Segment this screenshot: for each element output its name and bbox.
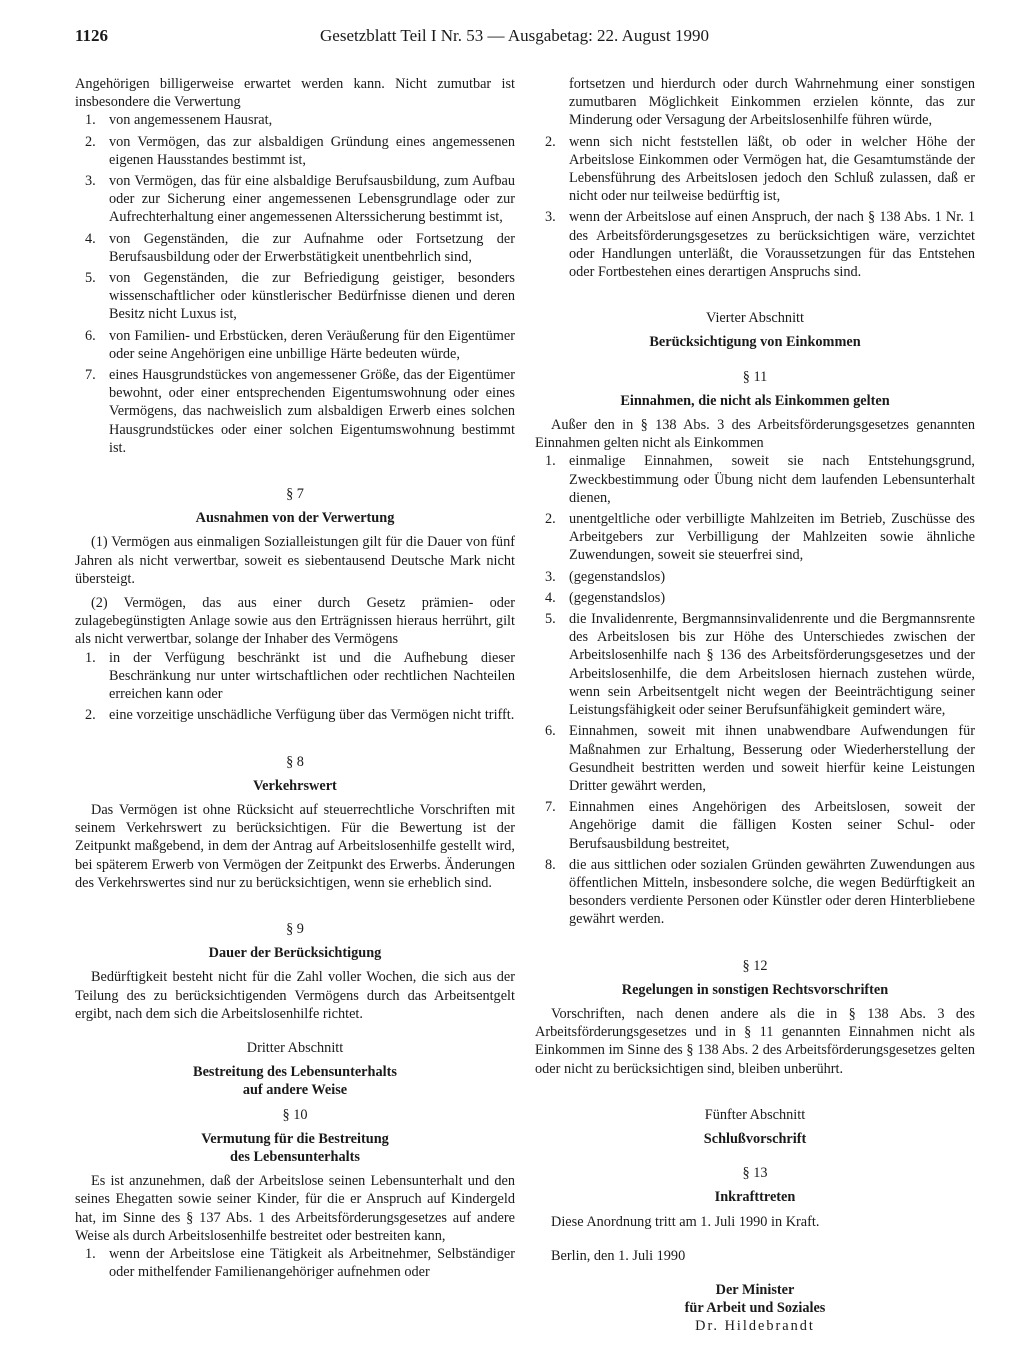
signature-title-line-2: für Arbeit und Soziales [684, 1300, 826, 1317]
list-item-text: wenn der Arbeitslose eine Tätigkeit als Arbeitnehmer, Selbständiger oder mithelfender Familienangehöriger aufnehmen oder [109, 1245, 515, 1281]
list-item-number: 1. [545, 453, 556, 470]
list-item-number: 7. [85, 367, 96, 384]
part-4-label: Vierter Abschnitt [705, 310, 804, 327]
list-item-number: 2. [545, 133, 556, 150]
list-item [535, 589, 975, 607]
list-item-number: 6. [545, 723, 556, 740]
section-9-title: Dauer der Berücksichtigung [208, 945, 382, 962]
list-item-number: 2. [85, 707, 96, 724]
section-7-number: § 7 [286, 486, 304, 503]
part-3-title-line-2: auf andere Weise [242, 1082, 348, 1099]
right-column [535, 75, 975, 1336]
part-3-title-line-1: Bestreitung des Lebensunterhalts [193, 1064, 397, 1081]
list-item-number: 5. [85, 270, 96, 287]
section-12-number: § 12 [742, 957, 768, 974]
place-and-date: Berlin, den 1. Juli 1990 [551, 1247, 686, 1264]
section-13-title: Inkrafttreten [714, 1189, 796, 1206]
list-item-number: 3. [85, 173, 96, 190]
list-item-text: wenn sich nicht feststellen läßt, ob oder in welcher Höhe der Arbeitslose Einkommen oder Vermögen hat, die Gesamtumstände der Lebensführung des Arbeitslosen jedoch den Schluß zulassen, daß er nicht oder nur teilweise bedürftig ist, [569, 133, 975, 205]
signature-title-line-1: Der Minister [715, 1281, 795, 1298]
list-item-text: die aus sittlichen oder sozialen Gründen gewährten Zuwendungen aus öffentlichen Mitteln, insbesondere solche, die wegen Bedürftigkeit an besonders verdiente Personen oder Künstler oder deren Hinterbliebene gewährt werden. [569, 856, 975, 928]
section-13-number: § 13 [742, 1165, 768, 1182]
list-item [535, 610, 975, 719]
list-item-number: 3. [545, 568, 556, 585]
list-item-number: 4. [85, 230, 96, 247]
list-item-text: Einnahmen, soweit mit ihnen unabwendbare Aufwendungen für Maßnahmen zur Erhaltung, Besserung oder Wiederherstellung der Gesundheit bestritten werden und soweit hierfür keine Leistungen Dritter gewährt werden, [569, 723, 975, 794]
section-7-paragraph-1: (1) Vermögen aus einmaligen Sozialleistungen gilt für die Dauer von fünf Jahren als nicht verwertbar, soweit es siebentausend Deutsche Mark nicht übersteigt. [75, 534, 515, 587]
list-item-text: von Gegenständen, die zur Aufnahme oder Fortsetzung der Berufsausbildung oder der Erwerbstätigkeit unentbehrlich sind, [109, 230, 515, 265]
page-header [75, 26, 975, 50]
list-item-text: unentgeltliche oder verbilligte Mahlzeiten im Betrieb, Zuschüsse des Arbeitgebers zur Verbilligung der Mahlzeiten sowie ähnliche Zuwendungen, soweit sie steuerfrei sind, [569, 511, 975, 564]
list-item-text: von angemessenem Hausrat, [109, 112, 273, 129]
list-item-text: Einnahmen eines Angehörigen des Arbeitslosen, soweit der Angehörige damit die fälligen Kosten seiner Schul- oder Berufsausbildung bestreitet, [569, 799, 975, 852]
part-5-title: Schlußvorschrift [703, 1130, 807, 1147]
list-item-number: 3. [545, 209, 556, 226]
list-item-number: 1. [85, 649, 96, 666]
list-item-text: von Familien- und Erbstücken, deren Veräußerung für den Eigentümer oder seine Angehörigen eine unbillige Härte bedeuten würde, [109, 327, 515, 362]
section-10-title-line-2: des Lebensunterhalts [230, 1148, 360, 1165]
header-title: Gesetzblatt Teil I Nr. 53 — Ausgabetag: 22. August 1990 [320, 26, 709, 45]
list-item [535, 133, 975, 206]
list-item-text: von Vermögen, das zur alsbaldigen Gründung eines angemessenen eigenen Hausstandes bestimmt ist, [109, 133, 515, 168]
section-10-paragraph: Es ist anzunehmen, daß der Arbeitslose seinen Lebensunterhalt und den seines Ehegatten sowie seiner Kinder, für die er Anspruch auf Kindergeld hat, im Sinne des § 137 Abs. 1 des Arbeitsförderungsgesetzes auf andere Weise als durch Arbeitslosenhilfe bestreitet oder bestreiten kann, [75, 1173, 515, 1244]
list-item-number: 8. [545, 856, 556, 873]
list-item-text: in der Verfügung beschränkt ist und die Aufhebung dieser Beschränkung nur unter wirtschaftlichen oder rechtlichen Nachteilen erreichen kann oder [109, 649, 515, 703]
part-5-label: Fünfter Abschnitt [704, 1106, 806, 1123]
continued-list-item-text: fortsetzen und hierdurch oder durch Wahrnehmung einer sonstigen zumutbaren Möglichkeit Einkommen erzielen könnte, das zur Minderung oder Versagung der Arbeitslosenhilfe führen würde, [569, 76, 975, 129]
list-item [75, 111, 515, 129]
intro-paragraph: Angehörigen billigerweise erwartet werden kann. Nicht zumutbar ist insbesondere die Verwertung [75, 76, 515, 111]
signature-block [535, 1281, 975, 1336]
section-7-title: Ausnahmen von der Verwertung [195, 510, 395, 527]
section-8-title: Verkehrswert [253, 777, 337, 794]
list-item-text: von Gegenständen, die zur Befriedigung geistiger, besonders wissenschaftlicher oder künstlerischer Bedürfnisse dienen und deren Besitz nicht Luxus ist, [109, 270, 515, 323]
list-item-text: die Invalidenrente, Bergmannsinvalidenrente und die Bergmannsrente des Arbeitslosen bis zur Höhe des Unterschiedes zwischen der Arbeitslosenhilfe nach § 136 des Arbeitsförderungsgesetzes und der Arbeitslosenhilfe, die dem Arbeitslosen hiernach zustehen würde, wenn sein Arbeitsentgelt nicht wegen der Beeinträchtigung seiner Leistungsfähigkeit oder seiner Berufsunfähigkeit gemindert wäre, [569, 611, 975, 719]
list-item [535, 452, 975, 507]
section-11-list [535, 452, 975, 928]
list-item [75, 133, 515, 169]
list-item [535, 798, 975, 853]
list-item-number: 6. [85, 327, 96, 344]
section-8-paragraph: Das Vermögen ist ohne Rücksicht auf steuerrechtliche Vorschriften mit seinem Verkehrswert zu berücksichtigen. Für die Bewertung ist der Zeitpunkt maßgebend, in dem der Antrag auf Arbeitslosenhilfe gestellt wird, bei späterem Erwerb von Vermögen der Zeitpunkt des Erwerbs. Änderungen des Verkehrswertes sind nur zu berücksichtigen, wenn sie erheblich sind. [75, 801, 515, 891]
list-item-text: eines Hausgrundstückes von angemessener Größe, das der Eigentümer bewohnt, oder einer entsprechenden Eigentumswohnung oder eines Vermögens, das nachweislich zum alsbaldigen Erwerb eines solchen Hausgrundstückes oder einer solchen Eigentumswohnung bestimmt ist. [109, 367, 515, 456]
list-item-number: 5. [545, 611, 556, 628]
list-item-text: wenn der Arbeitslose auf einen Anspruch, der nach § 138 Abs. 1 Nr. 1 des Arbeitsförderungsgesetzes zu berücksichtigen wäre, verzichtet oder Handlungen unterläßt, die Voraussetzungen für das Entstehen oder Fortbestehen eines derartigen Anspruchs sind. [569, 209, 975, 281]
list-item [535, 856, 975, 929]
list-item-number: 1. [85, 112, 96, 129]
list-item-text: einmalige Einnahmen, soweit sie nach Entstehungsgrund, Zweckbestimmung oder Übung nicht dem laufenden Lebensunterhalt dienen, [569, 453, 975, 506]
section-10-list [75, 1245, 515, 1281]
list-item [75, 706, 515, 724]
section-8-number: § 8 [286, 753, 304, 770]
list-item-number: 7. [545, 799, 556, 816]
list-item [75, 327, 515, 363]
section-7-paragraph-2: (2) Vermögen, das aus einer durch Gesetz prämien- oder zulagebegünstigten Anlage sowie aus den Erträgnissen hieraus herrührt, gilt als nicht verwertbar, solange der Inhaber des Vermögens [75, 595, 515, 648]
list-item [75, 172, 515, 227]
list-item-number: 1. [85, 1245, 96, 1262]
signatory-name: Dr. Hildebrandt [695, 1318, 815, 1335]
section-13-paragraph: Diese Anordnung tritt am 1. Juli 1990 in Kraft. [551, 1213, 820, 1230]
section-11-number: § 11 [742, 368, 768, 385]
part-4-title: Berücksichtigung von Einkommen [649, 334, 861, 351]
list-item-number: 4. [545, 589, 556, 606]
section-7-list [75, 649, 515, 725]
section-11-paragraph: Außer den in § 138 Abs. 3 des Arbeitsförderungsgesetzes genannten Einnahmen gelten nicht als Einkommen [535, 417, 975, 452]
list-item [535, 510, 975, 565]
section-11-title: Einnahmen, die nicht als Einkommen gelten [620, 392, 890, 409]
left-column [75, 75, 515, 1284]
list-item-number: 2. [545, 511, 556, 528]
exemption-list [75, 111, 515, 457]
list-item-number: 2. [85, 133, 96, 150]
list-item [535, 722, 975, 795]
list-item [535, 568, 975, 586]
list-item [535, 208, 975, 281]
list-item-text: von Vermögen, das für eine alsbaldige Berufsausbildung, zum Aufbau oder zur Sicherung einer angemessenen Lebensgrundlage oder zur Aufrechterhaltung einer angemessenen Alterssicherung bestimmt ist, [109, 173, 515, 226]
section-9-number: § 9 [286, 920, 304, 937]
section-9-paragraph: Bedürftigkeit besteht nicht für die Zahl voller Wochen, die sich aus der Teilung des zu berücksichtigenden Vermögens durch das Arbeitsentgelt ergibt, nach dem sich die Arbeitslosenhilfe richtet. [75, 969, 515, 1022]
page-number: 1126 [75, 26, 109, 45]
section-10-title-line-1: Vermutung für die Bestreitung [201, 1130, 389, 1147]
list-item-text: (gegenstandslos) [569, 589, 666, 606]
list-item [75, 649, 515, 704]
section-12-title: Regelungen in sonstigen Rechtsvorschriften [621, 981, 889, 998]
list-item [75, 1245, 515, 1281]
part-3-label: Dritter Abschnitt [246, 1039, 344, 1056]
section-12-paragraph: Vorschriften, nach denen andere als die in § 138 Abs. 3 des Arbeitsförderungsgesetzes und in § 11 genannten Einnahmen nicht als Einkommen im Sinne des § 138 Abs. 2 des Arbeitsförderungsgesetzes gelten oder nicht zu berücksichtigen sind, bleiben unberührt. [535, 1005, 975, 1077]
list-item-text: eine vorzeitige unschädliche Verfügung über das Vermögen nicht trifft. [109, 707, 515, 724]
list-item-text: (gegenstandslos) [569, 568, 666, 585]
section-10-list-continued [535, 133, 975, 282]
list-item [75, 269, 515, 324]
section-10-number: § 10 [282, 1106, 308, 1123]
list-item [75, 366, 515, 457]
list-item [75, 230, 515, 266]
